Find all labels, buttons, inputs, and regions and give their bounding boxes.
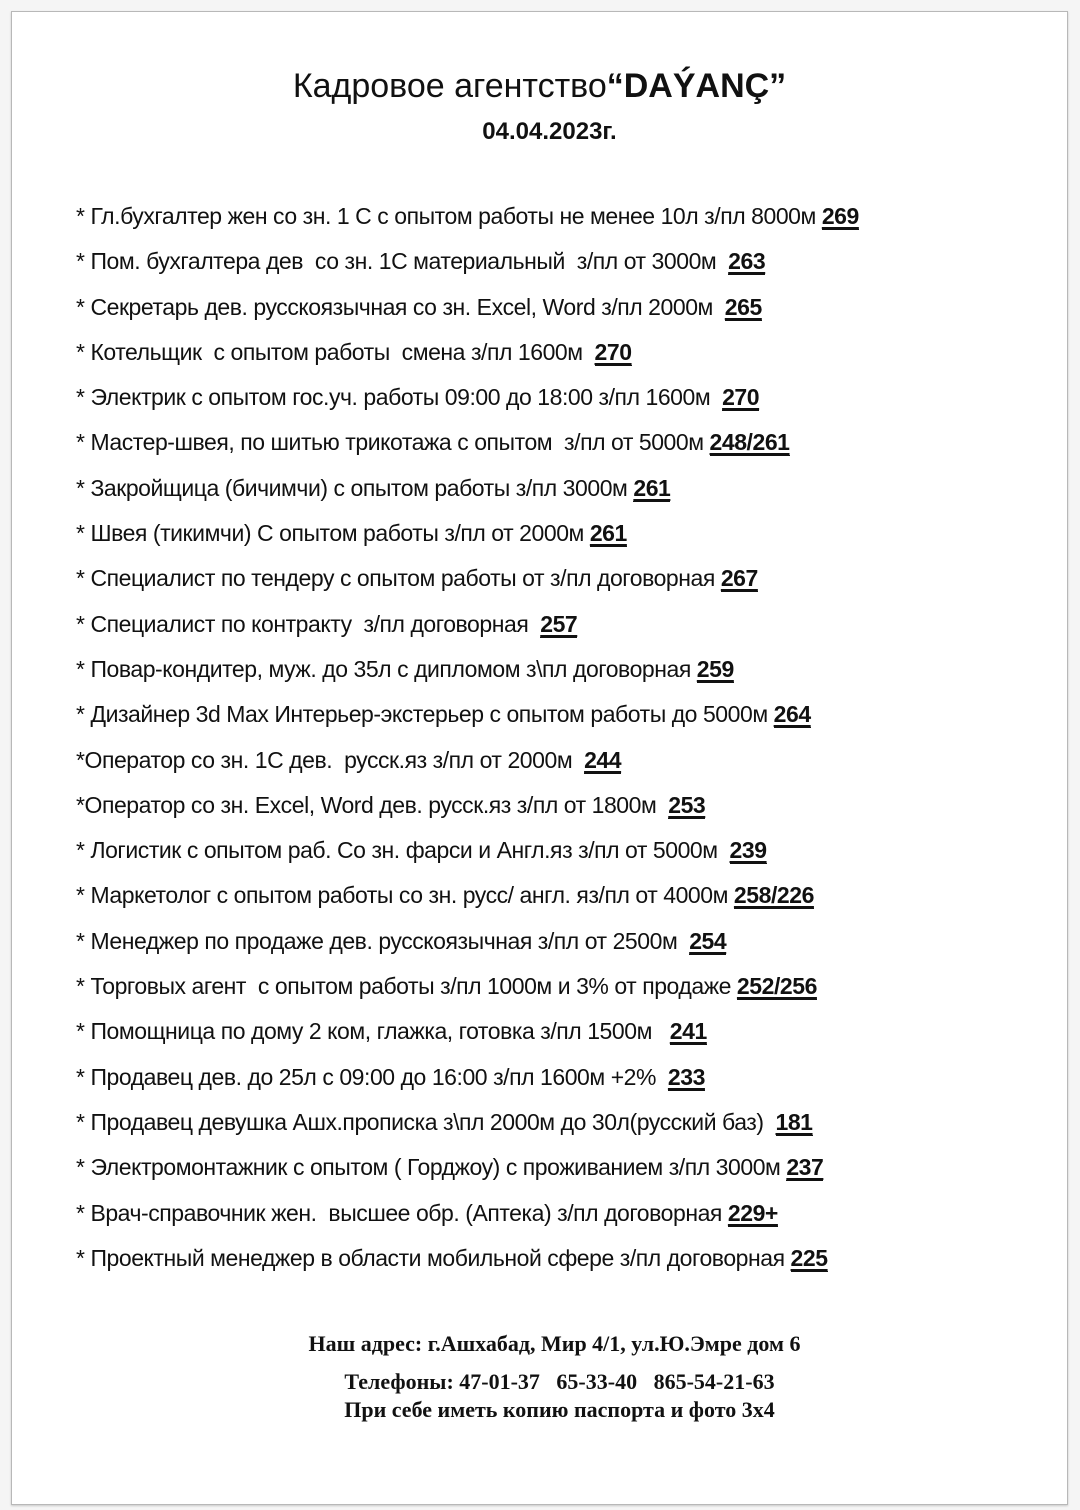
vacancy-list bbox=[76, 198, 859, 1285]
vacancy-text: * Гл.бухгалтер жен со зн. 1 С с опытом работы не менее 10л з/пл 8000м bbox=[76, 203, 822, 229]
vacancy-item bbox=[76, 289, 859, 334]
vacancy-item bbox=[76, 1013, 859, 1058]
vacancy-item bbox=[76, 606, 859, 651]
vacancy-code: 258/226 bbox=[733, 882, 814, 909]
vacancy-item bbox=[76, 877, 859, 922]
vacancy-code: 257 bbox=[540, 610, 578, 637]
vacancy-code: 244 bbox=[584, 746, 622, 773]
vacancy-item bbox=[76, 470, 859, 515]
vacancy-text: * Закройщица (бичимчи) с опытом работы з/пл 3000м bbox=[76, 474, 634, 501]
vacancy-item bbox=[76, 968, 859, 1013]
vacancy-text: * Электромонтажник с опытом ( Горджоу) с проживанием з/пл 3000м bbox=[76, 1154, 787, 1181]
vacancy-item bbox=[76, 1104, 859, 1149]
vacancy-item bbox=[76, 560, 859, 605]
vacancy-code: 267 bbox=[720, 565, 758, 592]
vacancy-text: * Помощница по дому 2 ком, глажка, готовка з/пл 1500м bbox=[76, 1018, 670, 1045]
vacancy-text: * Мастер-швея, по шитью трикотажа с опытом з/пл от 5000м bbox=[76, 429, 710, 456]
vacancy-code: 261 bbox=[633, 474, 671, 501]
vacancy-item bbox=[76, 696, 859, 741]
vacancy-code: 254 bbox=[689, 927, 727, 954]
vacancy-text: * Логистик с опытом раб. Со зн. фарси и Англ.яз з/пл от 5000м bbox=[76, 837, 730, 864]
vacancy-code: 181 bbox=[775, 1108, 813, 1135]
vacancy-code: 259 bbox=[696, 655, 734, 682]
vacancy-code: 252/256 bbox=[736, 973, 817, 1000]
vacancy-text: * Продавец дев. до 25л с 09:00 до 16:00 з/пл 1600м +2% bbox=[76, 1063, 668, 1090]
vacancy-text: * Секретарь дев. русскоязычная со зн. Excel, Word з/пл 2000м bbox=[76, 293, 725, 320]
document-page bbox=[11, 11, 1068, 1505]
vacancy-code: 270 bbox=[722, 384, 760, 411]
vacancy-text: * Электрик с опытом гос.уч. работы 09:00 до 18:00 з/пл 1600м bbox=[76, 384, 723, 411]
vacancy-text: * Котельщик с опытом работы смена з/пл 1600м bbox=[76, 338, 595, 365]
documents-note: При себе иметь копию паспорта и фото 3х4 bbox=[344, 1397, 775, 1422]
vacancy-item bbox=[76, 787, 859, 832]
vacancy-code: 270 bbox=[594, 338, 632, 365]
vacancy-code: 237 bbox=[786, 1154, 824, 1181]
vacancy-text: * Врач-справочник жен. высшее обр. (Аптека) з/пл договорная bbox=[76, 1199, 728, 1226]
vacancy-item bbox=[76, 1149, 859, 1194]
vacancy-text: * Дизайнер 3d Max Интерьер-экстерьер с опытом работы до 5000м bbox=[76, 701, 774, 728]
vacancy-item bbox=[76, 1059, 859, 1104]
vacancy-item bbox=[76, 334, 859, 379]
vacancy-code: 233 bbox=[667, 1063, 705, 1090]
vacancy-code: 239 bbox=[729, 837, 767, 864]
vacancy-text: *Оператор со зн. 1С дев. русск.яз з/пл от 2000м bbox=[76, 746, 585, 773]
vacancy-code: 264 bbox=[773, 701, 811, 728]
vacancy-item bbox=[76, 832, 859, 877]
office-address: Наш адрес: г.Ашхабад, Мир 4/1, ул.Ю.Эмре дом 6 bbox=[308, 1331, 801, 1356]
vacancy-item bbox=[76, 243, 859, 288]
vacancy-text: * Пом. бухгалтера дев со зн. 1С материальный з/пл от 3000м bbox=[76, 248, 729, 275]
title-prefix: Кадровое агентство bbox=[292, 67, 607, 105]
vacancy-text: *Оператор со зн. Excel, Word дев. русск.яз з/пл от 1800м bbox=[76, 791, 669, 818]
vacancy-code: 253 bbox=[668, 791, 706, 818]
vacancy-code: 261 bbox=[589, 520, 627, 547]
vacancy-text: * Специалист по тендеру с опытом работы от з/пл договорная bbox=[76, 565, 721, 592]
vacancy-text: * Швея (тикимчи) С опытом работы з/пл от 2000м bbox=[76, 520, 590, 547]
vacancy-text: * Проектный менеджер в области мобильной сфере з/пл договорная bbox=[76, 1244, 791, 1271]
vacancy-text: * Специалист по контракту з/пл договорная bbox=[76, 610, 541, 637]
document-date: 04.04.2023г. bbox=[482, 118, 617, 145]
vacancy-item bbox=[76, 923, 859, 968]
agency-brand: “DAÝANÇ” bbox=[606, 67, 787, 105]
vacancy-code: 248/261 bbox=[709, 429, 790, 456]
vacancy-code: 263 bbox=[728, 248, 766, 275]
contact-phones: Телефоны: 47-01-37 65-33-40 865-54-21-63 bbox=[344, 1369, 775, 1394]
vacancy-item bbox=[76, 651, 859, 696]
vacancy-text: * Менеджер по продаже дев. русскоязычная з/пл от 2500м bbox=[76, 927, 690, 954]
vacancy-item bbox=[76, 515, 859, 560]
vacancy-text: * Торговых агент с опытом работы з/пл 1000м и 3% от продаже bbox=[76, 973, 737, 1000]
vacancy-code: 265 bbox=[724, 293, 762, 320]
vacancy-item bbox=[76, 379, 859, 424]
vacancy-item bbox=[76, 424, 859, 469]
vacancy-code: 225 bbox=[790, 1244, 828, 1271]
vacancy-item bbox=[76, 742, 859, 787]
vacancy-item bbox=[76, 1240, 859, 1285]
vacancy-text: * Продавец девушка Ашх.прописка з\пл 2000м до 30л(русский баз) bbox=[76, 1108, 776, 1135]
vacancy-item bbox=[76, 198, 859, 243]
vacancy-code: 229+ bbox=[727, 1199, 778, 1226]
vacancy-code: 269 bbox=[821, 203, 859, 229]
vacancy-item bbox=[76, 1195, 859, 1240]
vacancy-text: * Повар-кондитер, муж. до 35л с дипломом з\пл договорная bbox=[76, 655, 697, 682]
vacancy-text: * Маркетолог с опытом работы со зн. русс/ англ. яз/пл от 4000м bbox=[76, 882, 734, 909]
vacancy-code: 241 bbox=[669, 1018, 707, 1045]
agency-title bbox=[12, 67, 1067, 106]
